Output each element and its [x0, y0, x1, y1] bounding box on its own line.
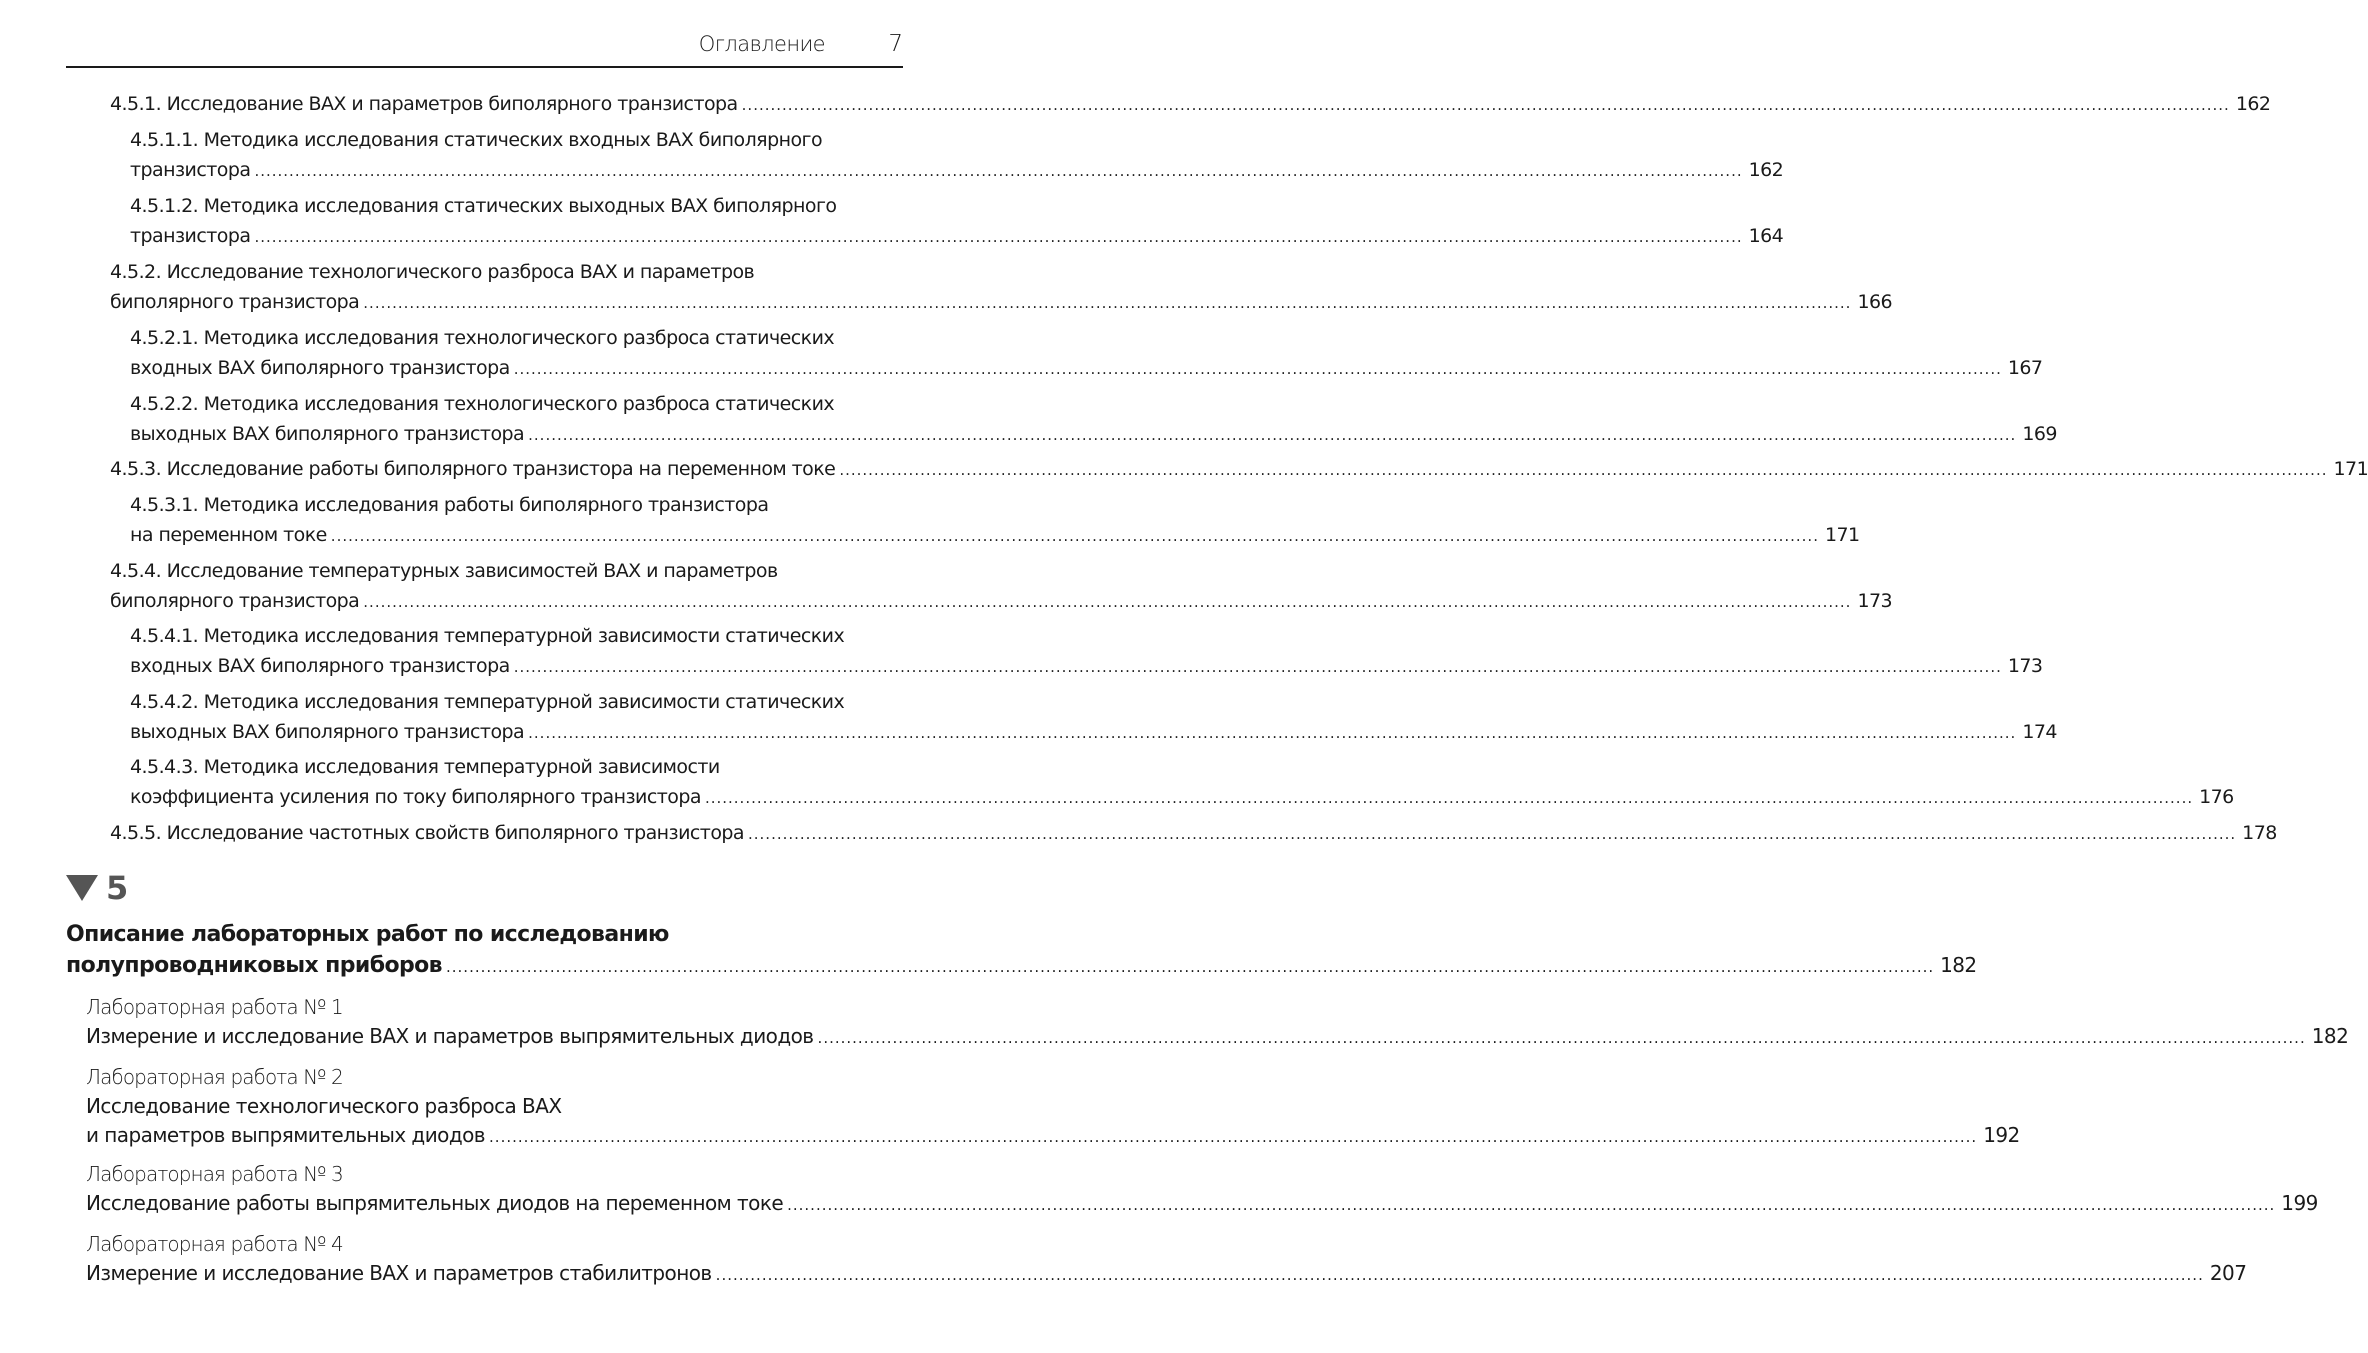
toc-entry-page: 173 [1857, 590, 1893, 612]
leader-dots: .................................................................................................................................................................................................................................................................. [528, 724, 2017, 742]
lab-page: 182 [2311, 1024, 2349, 1048]
toc-entry-text: транзистора [130, 159, 251, 181]
lab-heading: Лабораторная работа № 4 [86, 1232, 343, 1256]
lab-heading: Лабораторная работа № 3 [86, 1162, 343, 1186]
toc-entry-page: 162 [1748, 159, 1784, 181]
toc-entry-text: транзистора [130, 225, 251, 247]
chapter-title [66, 920, 1977, 980]
toc-entry [130, 621, 2043, 681]
running-header [66, 30, 903, 68]
toc-entry-text: биполярного транзистора [110, 590, 360, 612]
toc-entry [130, 687, 2057, 747]
toc-entry-page: 162 [2235, 93, 2271, 115]
toc-entry-text: 4.5.3.1. Методика исследования работы биполярного транзистора [130, 494, 769, 516]
toc-entry-page: 169 [2022, 423, 2057, 445]
lab-page: 192 [1983, 1123, 2020, 1147]
toc-entry [130, 389, 2057, 449]
leader-dots: .................................................................................................................................................................................................................................................................. [528, 426, 2017, 444]
toc-entry-page: 174 [2022, 721, 2057, 743]
lab-title: Измерение и исследование ВАХ и параметров выпрямительных диодов [86, 1024, 814, 1048]
leader-dots: .................................................................................................................................................................................................................................................................. [839, 461, 2328, 479]
toc-entry [110, 556, 1893, 616]
toc-entry-text: 4.5.2.1. Методика исследования технологического разброса статических [130, 327, 835, 349]
lab-page: 199 [2281, 1191, 2318, 1215]
lab-entry [86, 1230, 2247, 1288]
leader-dots: .................................................................................................................................................................................................................................................................. [330, 527, 1819, 545]
toc-entry [130, 323, 2043, 383]
toc-entry-text: 4.5.1. Исследование ВАХ и параметров биполярного транзистора [110, 93, 738, 115]
toc-entry [130, 125, 1784, 185]
lab-entry [86, 993, 2349, 1051]
lab-title: Исследование технологического разброса ВАХ [86, 1094, 562, 1118]
toc-entry [110, 818, 2277, 848]
toc-entry-text: 4.5.4.1. Методика исследования температурной зависимости статических [130, 625, 845, 647]
toc-entry [110, 454, 2368, 484]
leader-dots: .................................................................................................................................................................................................................................................................. [817, 1029, 2306, 1047]
leader-dots: .................................................................................................................................................................................................................................................................. [513, 658, 2002, 676]
toc-entry-page: 164 [1748, 225, 1784, 247]
leader-dots: .................................................................................................................................................................................................................................................................. [513, 360, 2002, 378]
leader-dots: .................................................................................................................................................................................................................................................................. [363, 593, 1852, 611]
toc-entry-text: 4.5.4.2. Методика исследования температурной зависимости статических [130, 691, 845, 713]
lab-entry [86, 1160, 2318, 1218]
toc-entry-text: 4.5.3. Исследование работы биполярного транзистора на переменном токе [110, 458, 836, 480]
toc-entry-page: 167 [2007, 357, 2043, 379]
toc-entry-text: входных ВАХ биполярного транзистора [130, 655, 510, 677]
leader-dots: .................................................................................................................................................................................................................................................................. [489, 1128, 1978, 1146]
lab-title: и параметров выпрямительных диодов [86, 1123, 486, 1147]
leader-dots: .................................................................................................................................................................................................................................................................. [787, 1196, 2276, 1214]
chapter-title-line: полупроводниковых приборов [66, 953, 442, 978]
toc-entry-page: 171 [1824, 524, 1860, 546]
lab-heading: Лабораторная работа № 2 [86, 1065, 343, 1089]
toc-entry [130, 752, 2234, 812]
toc-entry-text: входных ВАХ биполярного транзистора [130, 357, 510, 379]
toc-entry [110, 257, 1893, 317]
lab-title: Исследование работы выпрямительных диодов на переменном токе [86, 1191, 784, 1215]
triangle-down-icon [66, 875, 98, 901]
toc-entry [110, 89, 2271, 119]
toc-entry-text: 4.5.4. Исследование температурных зависимостей ВАХ и параметров [110, 560, 778, 582]
toc-entry-page: 176 [2199, 786, 2234, 808]
toc-entry [130, 191, 1784, 251]
toc-entry-text: 4.5.2. Исследование технологического разброса ВАХ и параметров [110, 261, 755, 283]
chapter-page: 182 [1940, 953, 1977, 977]
leader-dots: .................................................................................................................................................................................................................................................................. [446, 958, 1935, 976]
chapter-number: 5 [106, 869, 129, 907]
leader-dots: .................................................................................................................................................................................................................................................................. [741, 96, 2230, 114]
leader-dots: .................................................................................................................................................................................................................................................................. [715, 1266, 2204, 1284]
lab-page: 207 [2209, 1261, 2247, 1285]
toc-entry-text: на переменном токе [130, 524, 327, 546]
toc-entry-text: 4.5.1.1. Методика исследования статических входных ВАХ биполярного [130, 129, 823, 151]
toc-entry-text: 4.5.1.2. Методика исследования статических выходных ВАХ биполярного [130, 195, 837, 217]
leader-dots: .................................................................................................................................................................................................................................................................. [704, 789, 2194, 807]
toc-entry-text: коэффициента усиления по току биполярного транзистора [130, 786, 701, 808]
section-title: Оглавление [698, 32, 825, 56]
leader-dots: .................................................................................................................................................................................................................................................................. [254, 228, 1743, 246]
toc-entry-text: биполярного транзистора [110, 291, 360, 313]
leader-dots: .................................................................................................................................................................................................................................................................. [254, 162, 1743, 180]
toc-entry-page: 178 [2242, 822, 2277, 844]
toc-entry-text: 4.5.4.3. Методика исследования температурной зависимости [130, 756, 720, 778]
toc-entry-page: 171 [2333, 458, 2368, 480]
page-number: 7 [888, 31, 903, 57]
lab-entry [86, 1063, 2020, 1150]
toc-entry-text: выходных ВАХ биполярного транзистора [130, 423, 525, 445]
toc-entry-page: 166 [1857, 291, 1893, 313]
chapter-title-line: Описание лабораторных работ по исследованию [66, 922, 669, 947]
toc-entry-page: 173 [2007, 655, 2043, 677]
toc-entry-text: 4.5.2.2. Методика исследования технологического разброса статических [130, 393, 835, 415]
leader-dots: .................................................................................................................................................................................................................................................................. [748, 825, 2237, 843]
lab-title: Измерение и исследование ВАХ и параметров стабилитронов [86, 1261, 712, 1285]
toc-entry-text: 4.5.5. Исследование частотных свойств биполярного транзистора [110, 822, 744, 844]
chapter-marker [66, 870, 128, 906]
lab-heading: Лабораторная работа № 1 [86, 995, 343, 1019]
toc-entry-text: выходных ВАХ биполярного транзистора [130, 721, 525, 743]
leader-dots: .................................................................................................................................................................................................................................................................. [363, 294, 1852, 312]
toc-entry [130, 490, 1860, 550]
